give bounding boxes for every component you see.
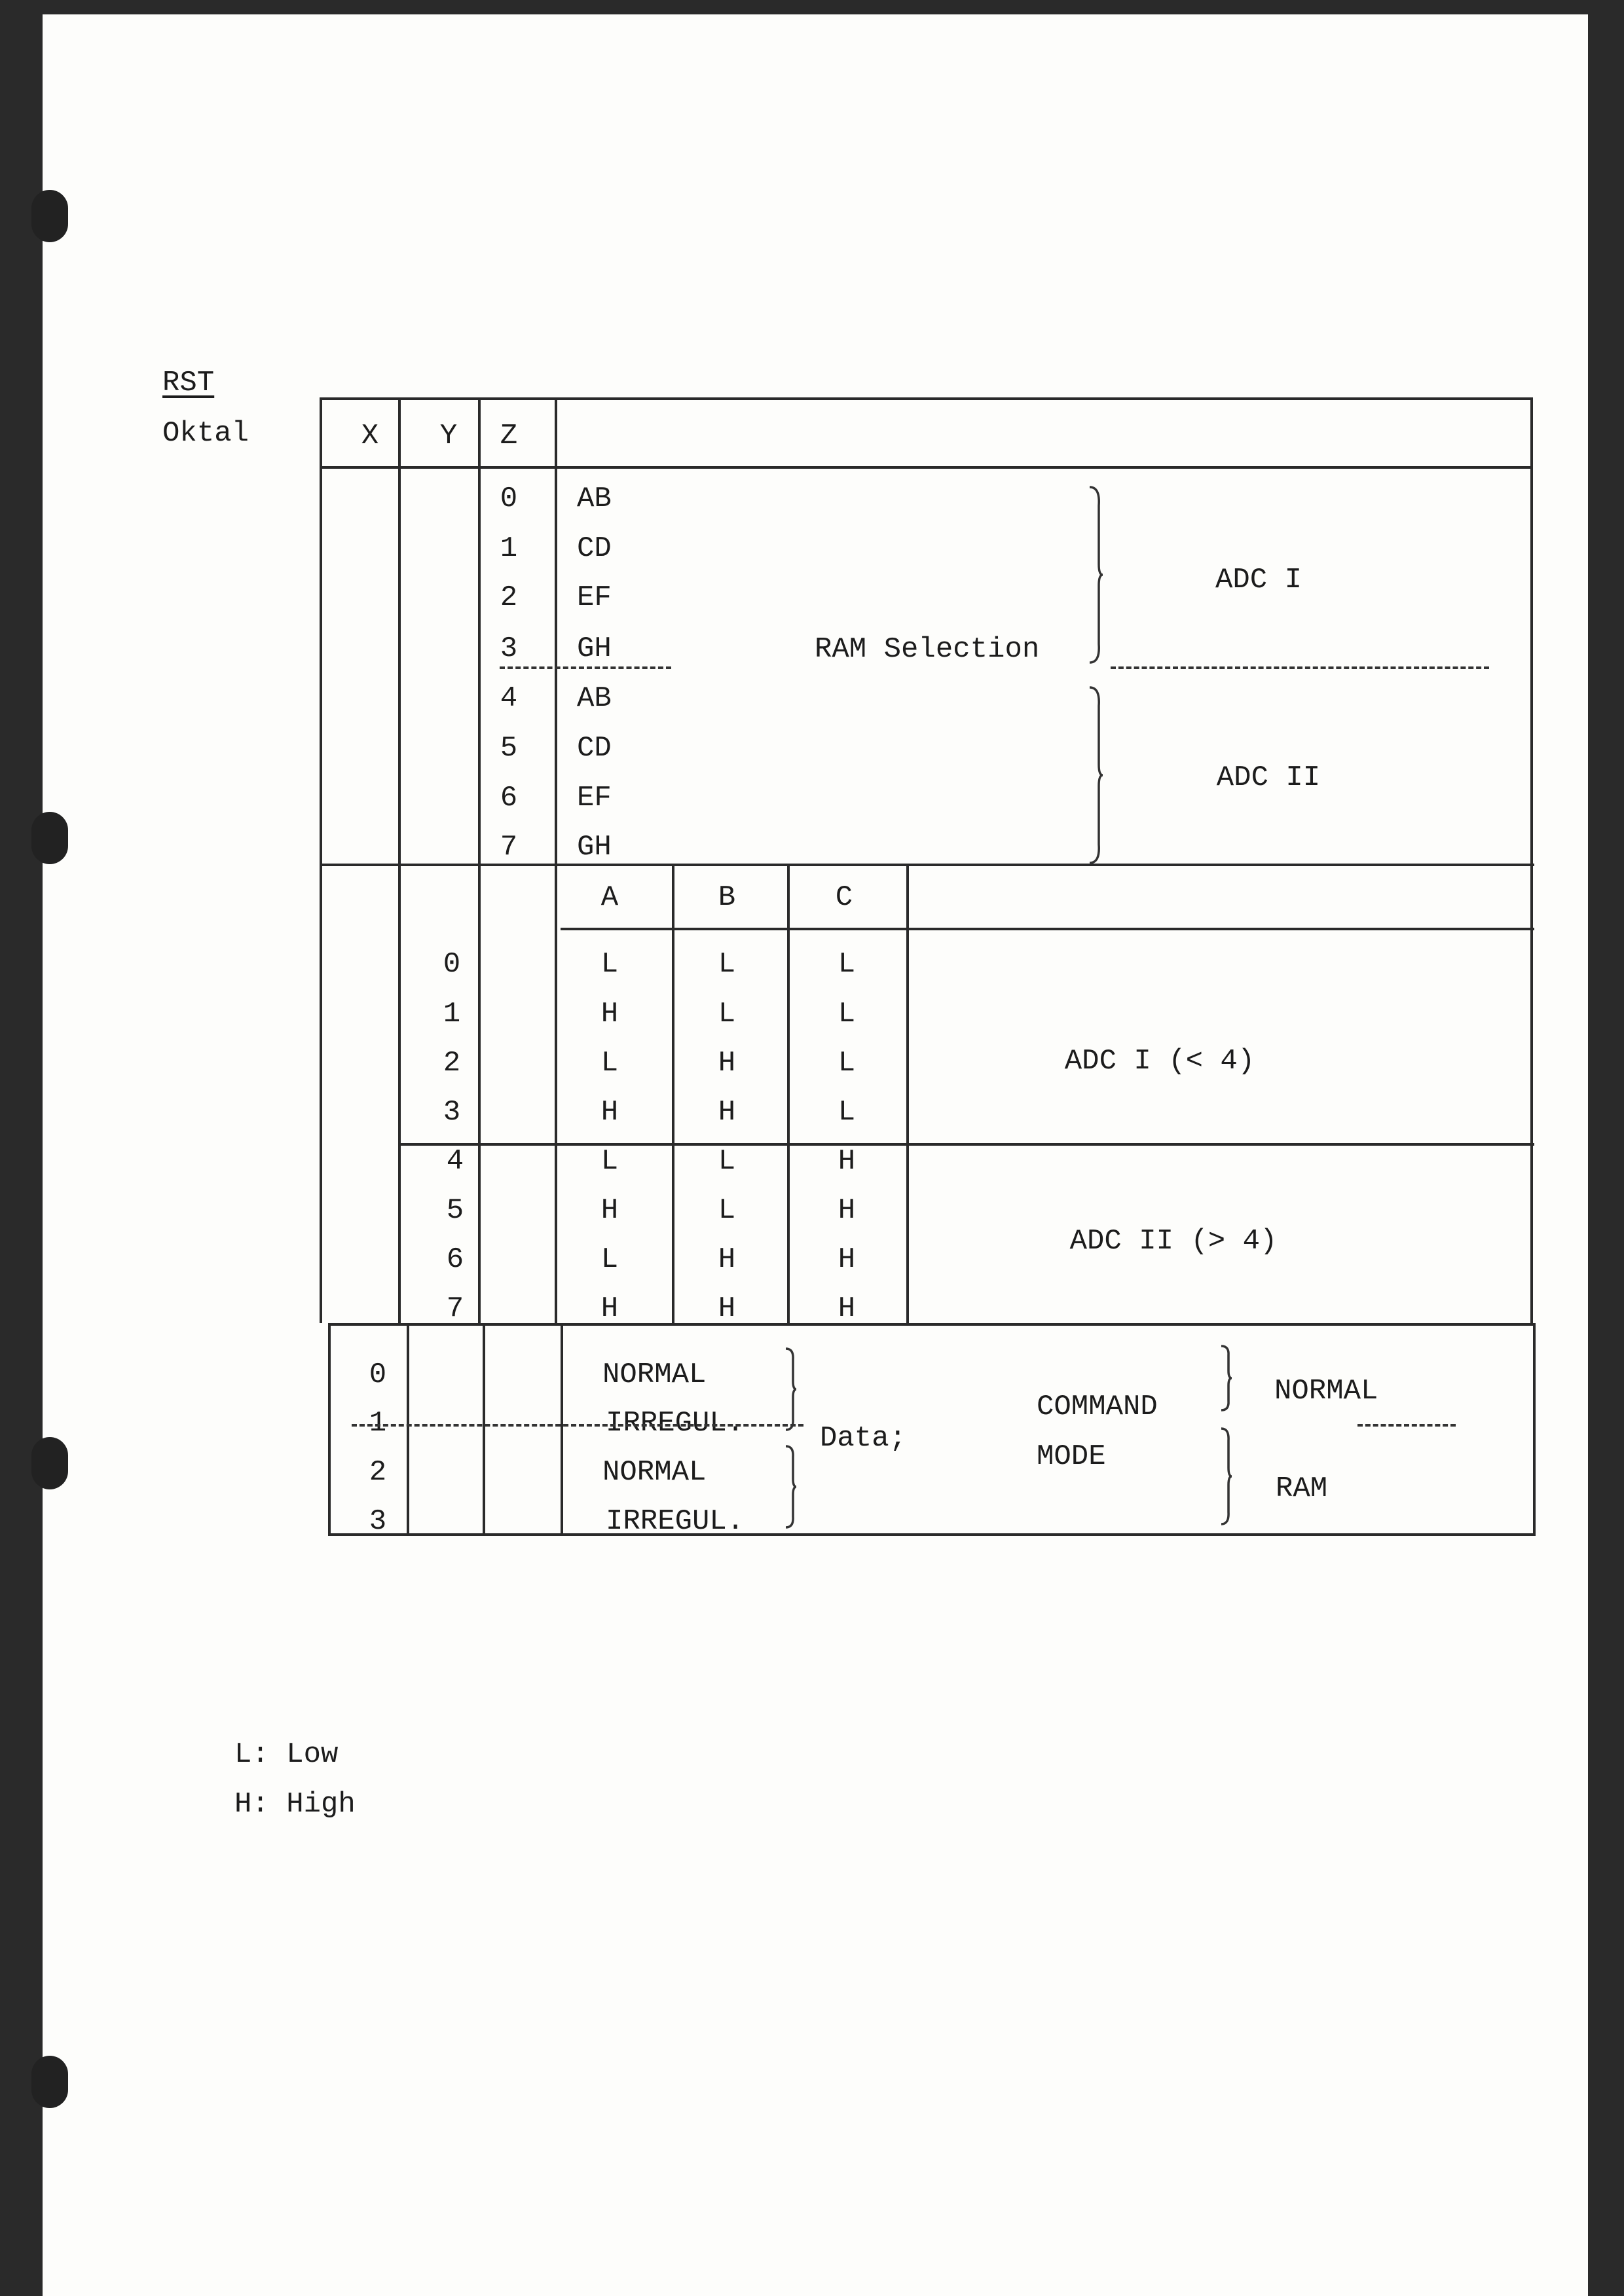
legend-low: L: Low: [234, 1738, 339, 1771]
y-value: 5: [446, 1194, 464, 1227]
document-page: [43, 14, 1588, 2296]
cell-a: L: [600, 1145, 619, 1178]
cell-b: L: [718, 948, 736, 981]
header-z: Z: [500, 420, 518, 452]
ram-pair: CD: [577, 532, 612, 565]
cell-a: H: [600, 1292, 619, 1325]
brace-icon: [1088, 686, 1104, 864]
cell-c: L: [838, 948, 856, 981]
brace-icon: [1088, 486, 1104, 664]
y-value: 3: [443, 1096, 461, 1129]
cell-b: H: [718, 1292, 736, 1325]
cell-a: H: [600, 998, 619, 1030]
ram-label: RAM: [1276, 1472, 1328, 1505]
brace-icon: [1220, 1427, 1233, 1525]
ram-pair: CD: [577, 732, 612, 765]
cell-b: H: [718, 1047, 736, 1080]
ram-pair: AB: [577, 483, 612, 515]
y-value: 4: [446, 1145, 464, 1178]
z-value: 4: [500, 682, 518, 715]
adc-ii-range-label: ADC II (> 4): [1069, 1225, 1278, 1258]
ram-pair: GH: [577, 632, 612, 665]
data-divider: [1357, 1424, 1456, 1427]
y-value: 7: [446, 1292, 464, 1325]
brace-icon: [784, 1347, 798, 1431]
cell-c: L: [838, 1047, 856, 1080]
punch-hole: [31, 1437, 68, 1489]
z-value: 0: [500, 483, 518, 515]
mode-label: NORMAL: [602, 1456, 707, 1489]
punch-hole: [31, 190, 68, 242]
adc-ii-label: ADC II: [1216, 761, 1321, 794]
data-label: Data;: [820, 1422, 907, 1455]
oktal-label: Oktal: [162, 417, 249, 450]
z-value: 6: [500, 782, 518, 814]
cell-b: H: [718, 1243, 736, 1276]
x-value: 3: [369, 1505, 387, 1538]
brace-icon: [1220, 1345, 1233, 1412]
normal-label: NORMAL: [1274, 1375, 1378, 1408]
x-value: 2: [369, 1456, 387, 1489]
cell-b: H: [718, 1096, 736, 1129]
ram-pair: EF: [577, 782, 612, 814]
z-value: 3: [500, 632, 518, 665]
legend-high: H: High: [234, 1788, 356, 1821]
cell-a: L: [600, 1243, 619, 1276]
cell-a: H: [600, 1194, 619, 1227]
cell-a: H: [600, 1096, 619, 1129]
z-value: 2: [500, 581, 518, 614]
cell-a: L: [600, 1047, 619, 1080]
col-header-b: B: [718, 881, 736, 914]
header-y: Y: [439, 420, 458, 452]
mode-label: IRREGUL.: [606, 1505, 745, 1538]
z-value: 1: [500, 532, 518, 565]
y-value: 0: [443, 948, 461, 981]
cell-b: L: [718, 1145, 736, 1178]
cell-c: H: [838, 1243, 856, 1276]
ram-pair: GH: [577, 831, 612, 864]
ram-pair: AB: [577, 682, 612, 715]
y-value: 1: [443, 998, 461, 1030]
cell-c: H: [838, 1292, 856, 1325]
cell-c: H: [838, 1194, 856, 1227]
adc-i-range-label: ADC I (< 4): [1064, 1045, 1255, 1078]
ram-selection-label: RAM Selection: [815, 633, 1040, 666]
cell-a: L: [600, 948, 619, 981]
mode-label: IRREGUL.: [606, 1407, 745, 1440]
cell-c: H: [838, 1145, 856, 1178]
col-header-c: C: [835, 881, 853, 914]
ram-divider: [1111, 666, 1489, 669]
cell-b: L: [718, 1194, 736, 1227]
cell-b: L: [718, 998, 736, 1030]
punch-hole: [31, 812, 68, 864]
z-value: 5: [500, 732, 518, 765]
command-label: COMMAND: [1037, 1391, 1158, 1423]
y-value: 2: [443, 1047, 461, 1080]
y-value: 6: [446, 1243, 464, 1276]
punch-hole: [31, 2056, 68, 2108]
data-divider: [352, 1424, 803, 1427]
mode-label: NORMAL: [602, 1358, 707, 1391]
brace-icon: [784, 1445, 798, 1529]
col-header-a: A: [600, 881, 619, 914]
mode-title-label: MODE: [1037, 1440, 1106, 1473]
ram-divider: [500, 666, 671, 669]
z-value: 7: [500, 831, 518, 864]
header-x: X: [361, 420, 379, 452]
x-value: 0: [369, 1358, 387, 1391]
cell-c: L: [838, 1096, 856, 1129]
rst-label: RST: [162, 367, 215, 399]
x-value: 1: [369, 1407, 387, 1440]
cell-c: L: [838, 998, 856, 1030]
adc-i-label: ADC I: [1215, 564, 1302, 596]
ram-pair: EF: [577, 581, 612, 614]
